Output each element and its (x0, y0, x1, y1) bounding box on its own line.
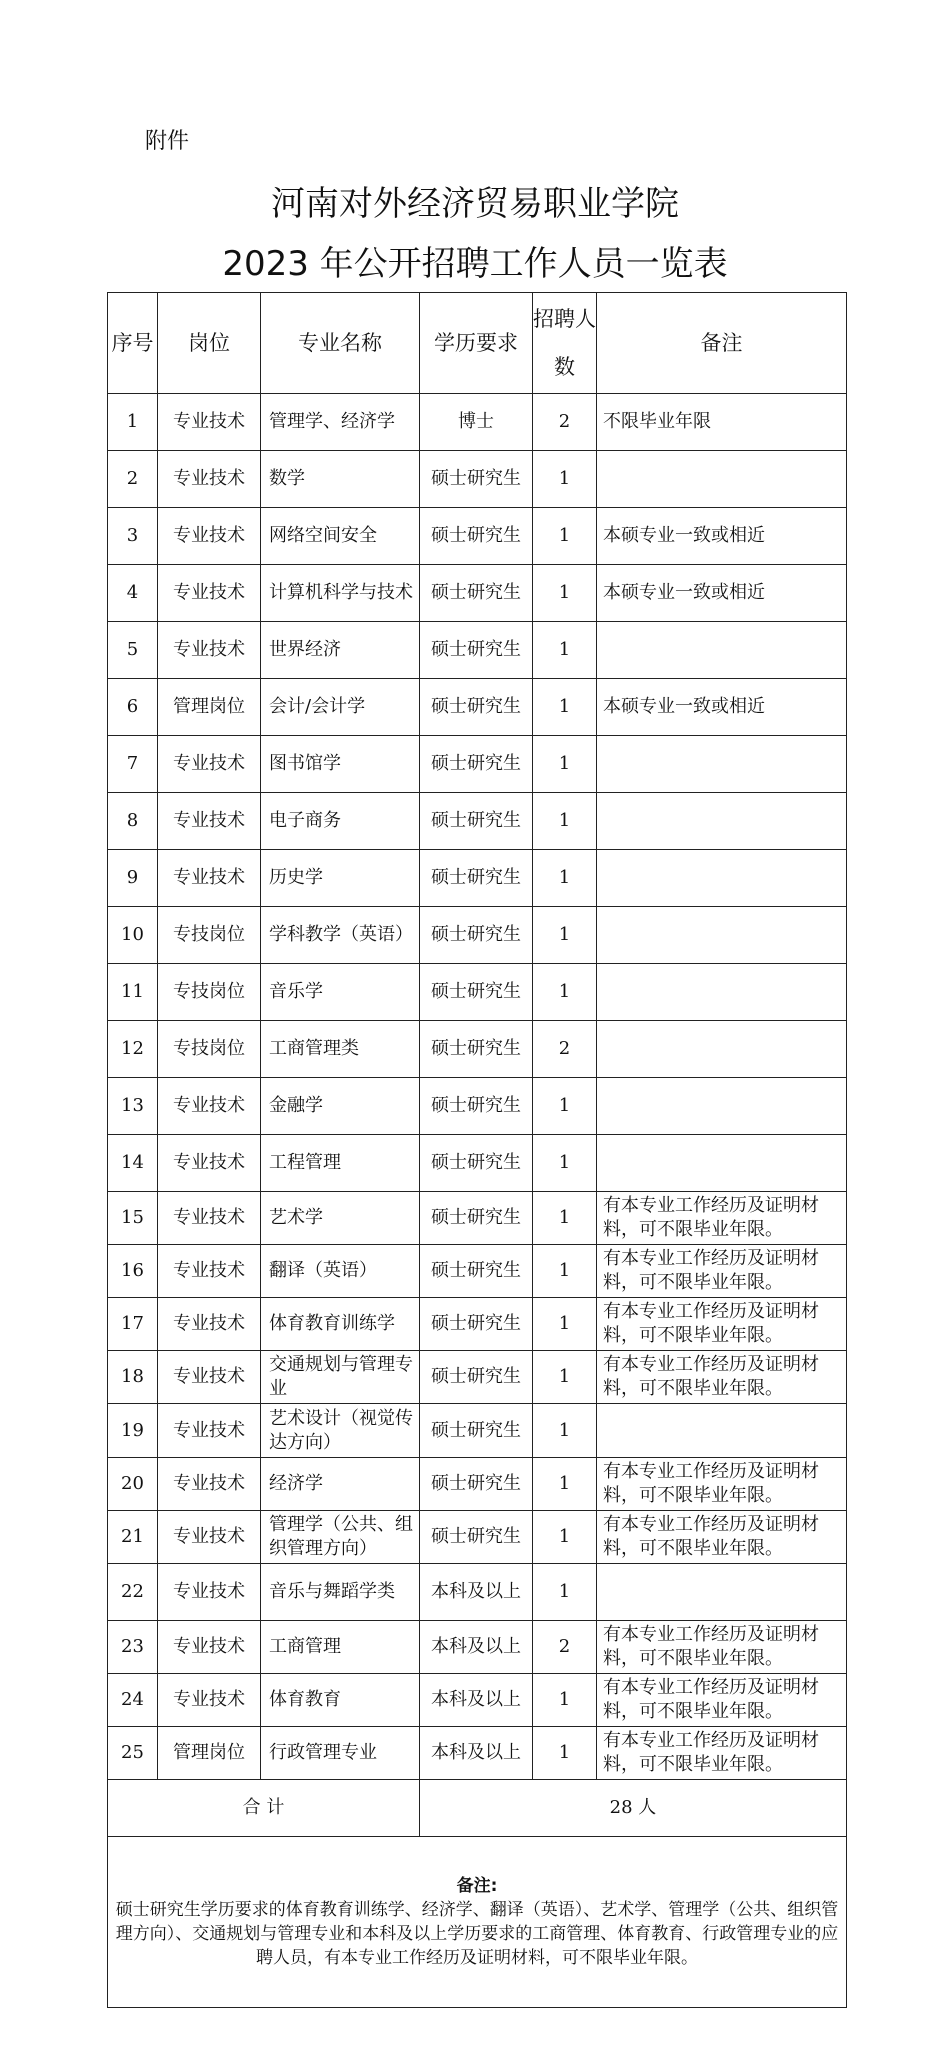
cell-position: 专业技术 (158, 508, 261, 565)
cell-major: 计算机科学与技术 (261, 565, 420, 622)
note-text: 硕士研究生学历要求的体育教育训练学、经济学、翻译（英语）、艺术学、管理学（公共、组织管理方向）、交通规划与管理专业和本科及以上学历要求的工商管理、体育教育、行政管理专业的应聘人员，有本专业工作经历及证明材料，可不限毕业年限。 (115, 1900, 839, 1968)
cell-no: 6 (108, 679, 158, 736)
table-row (108, 736, 847, 793)
cell-count: 1 (533, 451, 597, 508)
table-row (108, 907, 847, 964)
cell-count: 1 (533, 508, 597, 565)
cell-no: 1 (108, 394, 158, 451)
cell-count: 1 (533, 850, 597, 907)
cell-count: 1 (533, 1404, 597, 1458)
cell-no: 15 (108, 1192, 158, 1245)
cell-major: 体育教育 (261, 1674, 420, 1727)
header-education: 学历要求 (420, 293, 533, 394)
cell-remark: 有本专业工作经历及证明材料，可不限毕业年限。 (597, 1674, 847, 1727)
cell-position: 专业技术 (158, 1298, 261, 1351)
cell-education: 硕士研究生 (420, 565, 533, 622)
table-body (108, 394, 847, 1780)
cell-position: 专业技术 (158, 1564, 261, 1621)
table-row (108, 1727, 847, 1780)
cell-count: 1 (533, 1674, 597, 1727)
cell-position: 专业技术 (158, 1192, 261, 1245)
table-row (108, 1298, 847, 1351)
table-row (108, 793, 847, 850)
cell-position: 管理岗位 (158, 1727, 261, 1780)
cell-remark: 本硕专业一致或相近 (597, 679, 847, 736)
table-row (108, 1021, 847, 1078)
table-row (108, 1511, 847, 1564)
cell-count: 1 (533, 736, 597, 793)
cell-remark (597, 451, 847, 508)
cell-education: 硕士研究生 (420, 1021, 533, 1078)
cell-count: 1 (533, 793, 597, 850)
cell-education: 硕士研究生 (420, 964, 533, 1021)
cell-education: 硕士研究生 (420, 1078, 533, 1135)
header-major: 专业名称 (261, 293, 420, 394)
cell-education: 本科及以上 (420, 1727, 533, 1780)
cell-remark: 本硕专业一致或相近 (597, 508, 847, 565)
cell-no: 20 (108, 1458, 158, 1511)
cell-major: 交通规划与管理专业 (261, 1351, 420, 1404)
cell-remark: 本硕专业一致或相近 (597, 565, 847, 622)
cell-position: 专业技术 (158, 793, 261, 850)
table-row (108, 565, 847, 622)
total-value: 28 人 (420, 1780, 847, 1837)
document-title-line2: 2023 年公开招聘工作人员一览表 (222, 244, 728, 284)
cell-no: 7 (108, 736, 158, 793)
cell-major: 学科教学（英语） (261, 907, 420, 964)
cell-remark (597, 622, 847, 679)
cell-education: 硕士研究生 (420, 1298, 533, 1351)
cell-count: 1 (533, 1727, 597, 1780)
note-label: 备注: (456, 1876, 498, 1896)
cell-education: 硕士研究生 (420, 451, 533, 508)
total-label: 合 计 (108, 1780, 420, 1837)
cell-major: 网络空间安全 (261, 508, 420, 565)
table-row (108, 451, 847, 508)
cell-remark (597, 793, 847, 850)
cell-count: 1 (533, 1135, 597, 1192)
cell-remark (597, 850, 847, 907)
cell-major: 艺术学 (261, 1192, 420, 1245)
cell-count: 2 (533, 1621, 597, 1674)
cell-position: 专业技术 (158, 394, 261, 451)
note-cell (108, 1837, 847, 2008)
cell-position: 专技岗位 (158, 907, 261, 964)
cell-remark: 不限毕业年限 (597, 394, 847, 451)
cell-education: 硕士研究生 (420, 736, 533, 793)
cell-education: 本科及以上 (420, 1674, 533, 1727)
document-title-line1: 河南对外经济贸易职业学院 (271, 184, 679, 224)
cell-no: 17 (108, 1298, 158, 1351)
cell-no: 3 (108, 508, 158, 565)
cell-education: 本科及以上 (420, 1564, 533, 1621)
cell-no: 8 (108, 793, 158, 850)
cell-major: 管理学、经济学 (261, 394, 420, 451)
cell-major: 音乐学 (261, 964, 420, 1021)
header-remark: 备注 (597, 293, 847, 394)
cell-major: 行政管理专业 (261, 1727, 420, 1780)
cell-no: 12 (108, 1021, 158, 1078)
cell-education: 硕士研究生 (420, 1192, 533, 1245)
cell-education: 硕士研究生 (420, 1135, 533, 1192)
table-row (108, 394, 847, 451)
cell-position: 专业技术 (158, 1135, 261, 1192)
table-row (108, 679, 847, 736)
cell-education: 硕士研究生 (420, 1511, 533, 1564)
cell-no: 10 (108, 907, 158, 964)
cell-position: 专业技术 (158, 451, 261, 508)
cell-major: 电子商务 (261, 793, 420, 850)
table-header-row (108, 293, 847, 394)
cell-position: 专业技术 (158, 736, 261, 793)
cell-count: 1 (533, 565, 597, 622)
cell-education: 硕士研究生 (420, 1404, 533, 1458)
cell-major: 金融学 (261, 1078, 420, 1135)
cell-no: 19 (108, 1404, 158, 1458)
cell-education: 硕士研究生 (420, 907, 533, 964)
cell-education: 硕士研究生 (420, 850, 533, 907)
table-row (108, 1245, 847, 1298)
table-row (108, 1404, 847, 1458)
cell-no: 22 (108, 1564, 158, 1621)
table-row (108, 1564, 847, 1621)
cell-count: 1 (533, 1298, 597, 1351)
cell-major: 工商管理 (261, 1621, 420, 1674)
cell-major: 管理学（公共、组织管理方向） (261, 1511, 420, 1564)
cell-position: 专业技术 (158, 1078, 261, 1135)
cell-remark (597, 1564, 847, 1621)
cell-no: 4 (108, 565, 158, 622)
cell-no: 18 (108, 1351, 158, 1404)
note-row (108, 1837, 847, 2008)
cell-position: 管理岗位 (158, 679, 261, 736)
table-row (108, 508, 847, 565)
cell-count: 1 (533, 1078, 597, 1135)
cell-count: 1 (533, 1192, 597, 1245)
header-count: 招聘人数 (533, 293, 597, 394)
cell-remark (597, 1404, 847, 1458)
cell-count: 1 (533, 964, 597, 1021)
cell-major: 世界经济 (261, 622, 420, 679)
cell-count: 1 (533, 1245, 597, 1298)
cell-education: 博士 (420, 394, 533, 451)
cell-education: 硕士研究生 (420, 508, 533, 565)
cell-position: 专业技术 (158, 1245, 261, 1298)
cell-major: 艺术设计（视觉传达方向） (261, 1404, 420, 1458)
cell-remark (597, 736, 847, 793)
cell-remark: 有本专业工作经历及证明材料，可不限毕业年限。 (597, 1621, 847, 1674)
cell-major: 工程管理 (261, 1135, 420, 1192)
total-row (108, 1780, 847, 1837)
header-position: 岗位 (158, 293, 261, 394)
cell-major: 历史学 (261, 850, 420, 907)
cell-major: 经济学 (261, 1458, 420, 1511)
cell-position: 专业技术 (158, 1404, 261, 1458)
cell-no: 2 (108, 451, 158, 508)
cell-no: 11 (108, 964, 158, 1021)
table-row (108, 1458, 847, 1511)
cell-major: 会计/会计学 (261, 679, 420, 736)
cell-remark: 有本专业工作经历及证明材料，可不限毕业年限。 (597, 1458, 847, 1511)
table-row (108, 1621, 847, 1674)
table-row (108, 622, 847, 679)
cell-remark: 有本专业工作经历及证明材料，可不限毕业年限。 (597, 1245, 847, 1298)
cell-position: 专业技术 (158, 622, 261, 679)
cell-count: 2 (533, 394, 597, 451)
table-row (108, 850, 847, 907)
cell-remark: 有本专业工作经历及证明材料，可不限毕业年限。 (597, 1351, 847, 1404)
cell-no: 24 (108, 1674, 158, 1727)
cell-no: 13 (108, 1078, 158, 1135)
cell-education: 硕士研究生 (420, 1351, 533, 1404)
cell-position: 专业技术 (158, 850, 261, 907)
cell-major: 体育教育训练学 (261, 1298, 420, 1351)
cell-count: 1 (533, 1511, 597, 1564)
table-row (108, 1192, 847, 1245)
cell-position: 专业技术 (158, 1511, 261, 1564)
cell-count: 1 (533, 1351, 597, 1404)
cell-count: 2 (533, 1021, 597, 1078)
cell-major: 音乐与舞蹈学类 (261, 1564, 420, 1621)
table-row (108, 1135, 847, 1192)
cell-major: 工商管理类 (261, 1021, 420, 1078)
cell-no: 14 (108, 1135, 158, 1192)
cell-no: 21 (108, 1511, 158, 1564)
cell-no: 5 (108, 622, 158, 679)
cell-no: 23 (108, 1621, 158, 1674)
cell-position: 专业技术 (158, 1351, 261, 1404)
cell-no: 25 (108, 1727, 158, 1780)
cell-remark: 有本专业工作经历及证明材料，可不限毕业年限。 (597, 1192, 847, 1245)
cell-no: 16 (108, 1245, 158, 1298)
cell-remark (597, 907, 847, 964)
cell-education: 硕士研究生 (420, 622, 533, 679)
cell-remark: 有本专业工作经历及证明材料，可不限毕业年限。 (597, 1511, 847, 1564)
table-row (108, 964, 847, 1021)
cell-count: 1 (533, 1564, 597, 1621)
cell-count: 1 (533, 622, 597, 679)
attachment-label: 附件 (145, 129, 190, 154)
cell-education: 硕士研究生 (420, 793, 533, 850)
recruitment-table (107, 292, 847, 2008)
cell-major: 数学 (261, 451, 420, 508)
cell-position: 专技岗位 (158, 964, 261, 1021)
cell-no: 9 (108, 850, 158, 907)
cell-education: 硕士研究生 (420, 679, 533, 736)
cell-count: 1 (533, 907, 597, 964)
table-row (108, 1078, 847, 1135)
cell-education: 硕士研究生 (420, 1458, 533, 1511)
cell-position: 专业技术 (158, 1621, 261, 1674)
cell-remark (597, 964, 847, 1021)
cell-remark (597, 1135, 847, 1192)
table-row (108, 1674, 847, 1727)
cell-count: 1 (533, 679, 597, 736)
cell-education: 硕士研究生 (420, 1245, 533, 1298)
cell-remark (597, 1021, 847, 1078)
header-no: 序号 (108, 293, 158, 394)
cell-count: 1 (533, 1458, 597, 1511)
cell-remark: 有本专业工作经历及证明材料，可不限毕业年限。 (597, 1727, 847, 1780)
cell-remark: 有本专业工作经历及证明材料，可不限毕业年限。 (597, 1298, 847, 1351)
cell-position: 专业技术 (158, 1458, 261, 1511)
cell-major: 翻译（英语） (261, 1245, 420, 1298)
cell-education: 本科及以上 (420, 1621, 533, 1674)
cell-major: 图书馆学 (261, 736, 420, 793)
cell-remark (597, 1078, 847, 1135)
table-row (108, 1351, 847, 1404)
cell-position: 专业技术 (158, 1674, 261, 1727)
cell-position: 专业技术 (158, 565, 261, 622)
cell-position: 专技岗位 (158, 1021, 261, 1078)
